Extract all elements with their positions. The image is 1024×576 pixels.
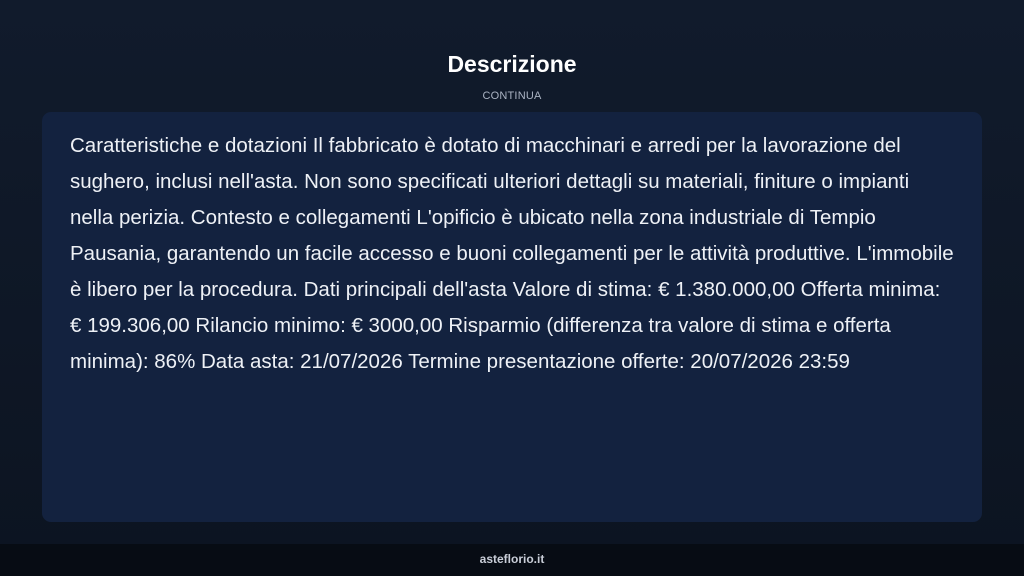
description-card (42, 112, 982, 522)
page-title: Descrizione (447, 51, 577, 77)
description-text: Caratteristiche e dotazioni Il fabbricato è dotato di macchinari e arredi per la lavorazione del sughero, inclusi nell'asta. Non sono specificati ulteriori dettagli su materiali, finiture o impianti nella perizia. Contesto e collegamenti L'opificio è ubicato nella zona industriale di Tempio Pausania, garantendo un facile accesso e buoni collegamenti per le attività produttive. L'immobile è libero per la procedura. Dati principali dell'asta Valore di stima: € 1.380.000,00 Offerta minima: € 199.306,00 Rilancio minimo: € 3000,00 Risparmio (differenza tra valore di stima e offerta minima): 86% Data asta: 21/07/2026 Termine presentazione offerte: 20/07/2026 23:59 (70, 134, 954, 373)
footer-site-label: asteflorio.it (0, 544, 1024, 576)
page-subtitle: CONTINUA (482, 90, 542, 102)
